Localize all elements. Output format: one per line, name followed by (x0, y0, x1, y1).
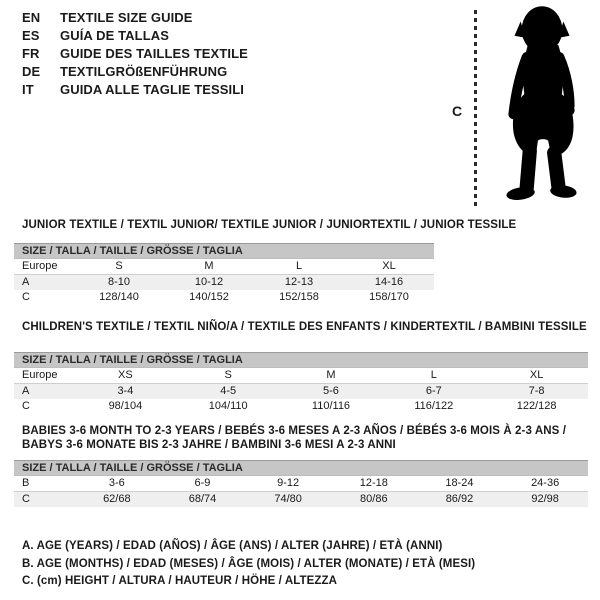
table-row (14, 368, 588, 384)
size-cell: 3-4 (74, 384, 177, 400)
table-row (14, 384, 588, 400)
size-cell: 152/158 (279, 291, 319, 303)
size-header-bar: SIZE / TALLA / TAILLE / GRÖSSE / TAGLIA (14, 460, 588, 476)
section-title: CHILDREN'S TEXTILE / TEXTIL NIÑO/A / TEXTILE DES ENFANTS / KINDERTEXTIL / BAMBINI TESSILE (22, 321, 587, 333)
row-label: A (14, 384, 74, 400)
size-cell: 104/110 (208, 400, 248, 412)
language-row-it (22, 80, 248, 98)
table-row (14, 275, 434, 291)
size-cell: 4-5 (177, 384, 280, 400)
section-title-line2: BABYS 3-6 MONATE BIS 2-3 JAHRE / BAMBINI 3-6 MESI A 2-3 ANNI (22, 439, 396, 451)
row-label: Europe (14, 259, 74, 275)
size-cell: S (177, 368, 280, 384)
size-cell: 3-6 (74, 476, 160, 492)
size-cell: L (254, 259, 344, 275)
size-cell: 24-36 (502, 476, 588, 492)
language-label: GUIDA ALLE TAGLIE TESSILI (60, 81, 245, 97)
size-cell: 74/80 (245, 492, 331, 508)
language-label: GUÍA DE TALLAS (60, 27, 170, 43)
size-header-bar: SIZE / TALLA / TAILLE / GRÖSSE / TAGLIA (14, 352, 588, 368)
table-row (14, 476, 588, 492)
language-code: DE (22, 63, 41, 79)
children-size-table (14, 368, 588, 414)
size-header-bar: SIZE / TALLA / TAILLE / GRÖSSE / TAGLIA (14, 243, 434, 259)
language-code: ES (22, 27, 40, 43)
note-height-cm: C. (cm) HEIGHT / ALTURA / HAUTEUR / HÖHE / ALTEZZA (22, 575, 338, 587)
language-code: FR (22, 45, 40, 61)
size-cell: 8-10 (74, 275, 164, 291)
height-measure-line (474, 10, 477, 206)
row-label: C (14, 492, 74, 508)
size-cell: 92/98 (502, 492, 588, 508)
size-cell: 62/68 (74, 492, 160, 508)
size-cell: 116/122 (414, 400, 454, 412)
size-cell: 140/152 (189, 291, 229, 303)
size-cell: XS (74, 368, 177, 384)
size-cell: L (382, 368, 485, 384)
section-title: BABIES 3-6 MONTH TO 2-3 YEARS / BEBÉS 3-6 MESES A 2-3 AÑOS / BÉBÉS 3-6 MOIS À 2-3 ANS / (22, 425, 566, 437)
size-cell: 128/140 (99, 291, 139, 303)
table-row (14, 399, 588, 414)
section-junior-textile (14, 218, 517, 305)
language-label: TEXTILE SIZE GUIDE (60, 9, 193, 25)
size-cell: 98/104 (108, 400, 143, 412)
size-cell: XL (344, 259, 434, 275)
row-label: B (14, 476, 74, 492)
size-cell: 9-12 (245, 476, 331, 492)
size-cell: 110/116 (311, 400, 351, 412)
row-label: C (22, 400, 30, 412)
size-cell: S (74, 259, 164, 275)
language-row-de (22, 62, 248, 80)
size-cell: 14-16 (344, 275, 434, 291)
size-cell: 10-12 (164, 275, 254, 291)
size-cell: 12-18 (331, 476, 417, 492)
language-label: TEXTILGRÖßENFÜHRUNG (60, 63, 228, 79)
size-cell: 158/170 (369, 291, 409, 303)
row-label: Europe (14, 368, 74, 384)
section-babies-textile (14, 424, 588, 507)
height-measure-label: C (452, 103, 463, 119)
baby-silhouette-icon (486, 2, 598, 206)
note-age-years: A. AGE (YEARS) / EDAD (AÑOS) / ÂGE (ANS) / ALTER (JAHRE) / ETÀ (ANNI) (22, 540, 443, 552)
table-row (14, 492, 588, 508)
babies-size-table (14, 476, 588, 507)
section-children-textile (14, 320, 588, 414)
size-cell: 12-13 (254, 275, 344, 291)
table-row (14, 259, 434, 275)
size-cell: M (164, 259, 254, 275)
language-row-es (22, 26, 248, 44)
size-cell: 86/92 (417, 492, 503, 508)
size-cell: M (280, 368, 383, 384)
size-cell: 68/74 (160, 492, 246, 508)
size-cell: 122/128 (516, 400, 557, 412)
row-label: A (14, 275, 74, 291)
size-cell: 6-9 (160, 476, 246, 492)
language-code: EN (22, 9, 41, 25)
row-label: C (22, 291, 30, 303)
size-cell: XL (485, 368, 588, 384)
size-cell: 6-7 (382, 384, 485, 400)
language-row-en (22, 8, 248, 26)
size-cell: 18-24 (417, 476, 503, 492)
size-cell: 80/86 (331, 492, 417, 508)
language-code: IT (22, 81, 34, 97)
language-row-fr (22, 44, 248, 62)
junior-size-table (14, 259, 434, 305)
table-row (14, 290, 434, 305)
size-cell: 7-8 (485, 384, 588, 400)
note-age-months: B. AGE (MONTHS) / EDAD (MESES) / ÂGE (MOIS) / ALTER (MONATE) / ETÀ (MESI) (22, 557, 476, 570)
section-title: JUNIOR TEXTILE / TEXTIL JUNIOR/ TEXTILE JUNIOR / JUNIORTEXTIL / JUNIOR TESSILE (22, 219, 517, 231)
legend-notes (22, 538, 475, 591)
language-label: GUIDE DES TAILLES TEXTILE (60, 45, 248, 61)
language-header (22, 8, 248, 98)
size-cell: 5-6 (280, 384, 383, 400)
